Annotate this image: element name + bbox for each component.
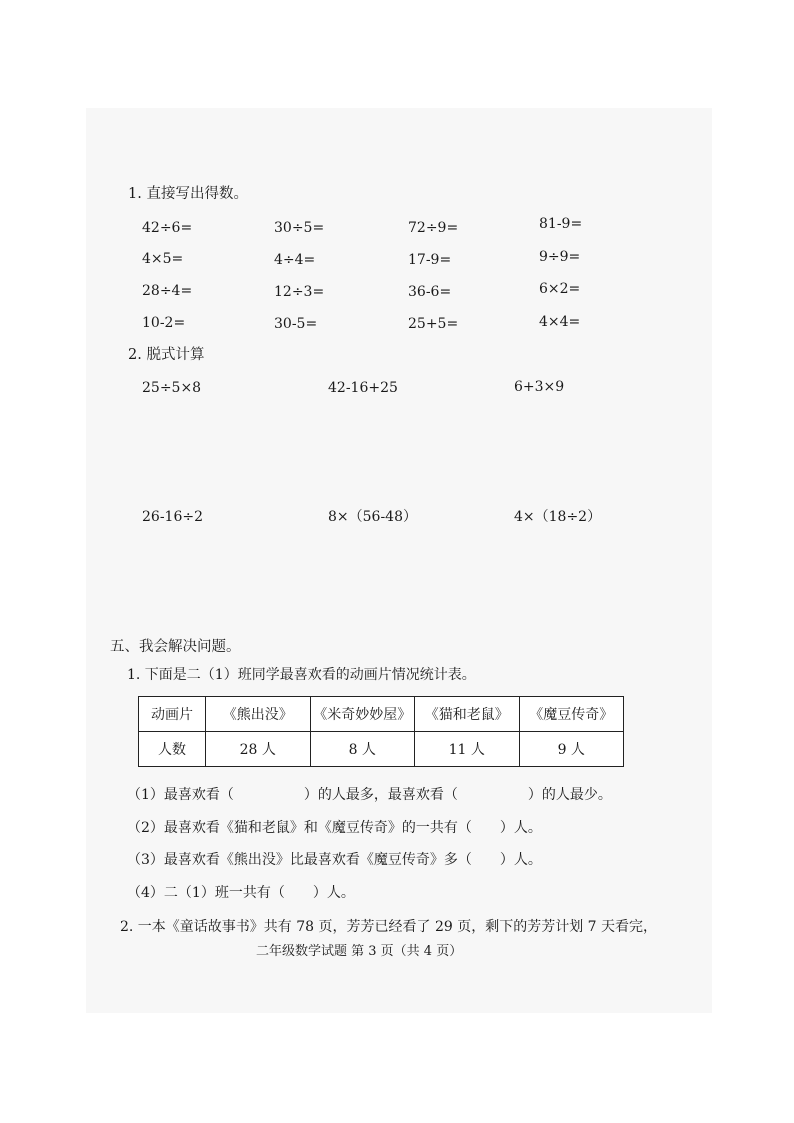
oral-problem: 4×5= bbox=[142, 251, 184, 267]
stepwise-problem: 4×（18÷2） bbox=[514, 509, 602, 525]
table-header-cell: 《猫和老鼠》 bbox=[415, 697, 520, 732]
oral-problem: 17-9= bbox=[408, 252, 452, 268]
oral-problem: 4×4= bbox=[539, 314, 581, 330]
section-2-title: 2. 脱式计算 bbox=[128, 347, 205, 363]
cartoon-stat-table bbox=[138, 696, 624, 767]
oral-problem: 30÷5= bbox=[274, 220, 325, 236]
oral-problem: 42÷6= bbox=[142, 220, 193, 236]
question-2-text: 2. 一本《童话故事书》共有 78 页，芳芳已经看了 29 页，剩下的芳芳计划 7 天看完， bbox=[120, 919, 658, 935]
stepwise-problem: 42-16+25 bbox=[328, 380, 398, 396]
stepwise-problem: 25÷5×8 bbox=[142, 380, 202, 396]
oral-problem: 72÷9= bbox=[408, 220, 459, 236]
oral-problem: 10-2= bbox=[142, 315, 186, 331]
table-header-label: 动画片 bbox=[139, 697, 206, 732]
question-1-title: 1. 下面是二（1）班同学最喜欢看的动画片情况统计表。 bbox=[127, 667, 476, 683]
oral-problem: 9÷9= bbox=[539, 249, 581, 265]
sub-question: （4）二（1）班一共有（ ）人。 bbox=[127, 885, 355, 901]
stepwise-problem: 8×（56-48） bbox=[328, 509, 417, 525]
table-header-cell: 《熊出没》 bbox=[206, 697, 311, 732]
paper-sheet bbox=[86, 108, 712, 1013]
page-footer: 二年级数学试题 第 3 页（共 4 页） bbox=[256, 944, 463, 959]
stepwise-problem: 6+3×9 bbox=[514, 379, 565, 395]
table-header-cell: 《米奇妙妙屋》 bbox=[310, 697, 415, 732]
table-value-cell: 8 人 bbox=[310, 732, 415, 767]
section-1-title: 1. 直接写出得数。 bbox=[128, 186, 248, 202]
oral-problem: 36-6= bbox=[408, 284, 452, 300]
part-5-title: 五、我会解决问题。 bbox=[110, 639, 241, 655]
stepwise-problem: 26-16÷2 bbox=[142, 509, 203, 525]
oral-problem: 6×2= bbox=[539, 281, 581, 297]
oral-problem: 25+5= bbox=[408, 316, 459, 332]
sub-question: （3）最喜欢看《熊出没》比最喜欢看《魔豆传奇》多（ ）人。 bbox=[127, 852, 542, 868]
oral-problem: 12÷3= bbox=[274, 284, 325, 300]
table-row-label: 人数 bbox=[139, 732, 206, 767]
sub-question: （2）最喜欢看《猫和老鼠》和《魔豆传奇》的一共有（ ）人。 bbox=[127, 820, 542, 836]
oral-problem: 4÷4= bbox=[274, 252, 316, 268]
table-value-cell: 9 人 bbox=[519, 732, 624, 767]
table-value-cell: 28 人 bbox=[206, 732, 311, 767]
oral-problem: 81-9= bbox=[539, 216, 583, 232]
table-row bbox=[139, 732, 624, 767]
table-header-cell: 《魔豆传奇》 bbox=[519, 697, 624, 732]
table-row bbox=[139, 697, 624, 732]
sub-question: （1）最喜欢看（ ）的人最多，最喜欢看（ ）的人最少。 bbox=[127, 787, 612, 803]
oral-problem: 30-5= bbox=[274, 316, 318, 332]
table-value-cell: 11 人 bbox=[415, 732, 520, 767]
oral-problem: 28÷4= bbox=[142, 283, 193, 299]
